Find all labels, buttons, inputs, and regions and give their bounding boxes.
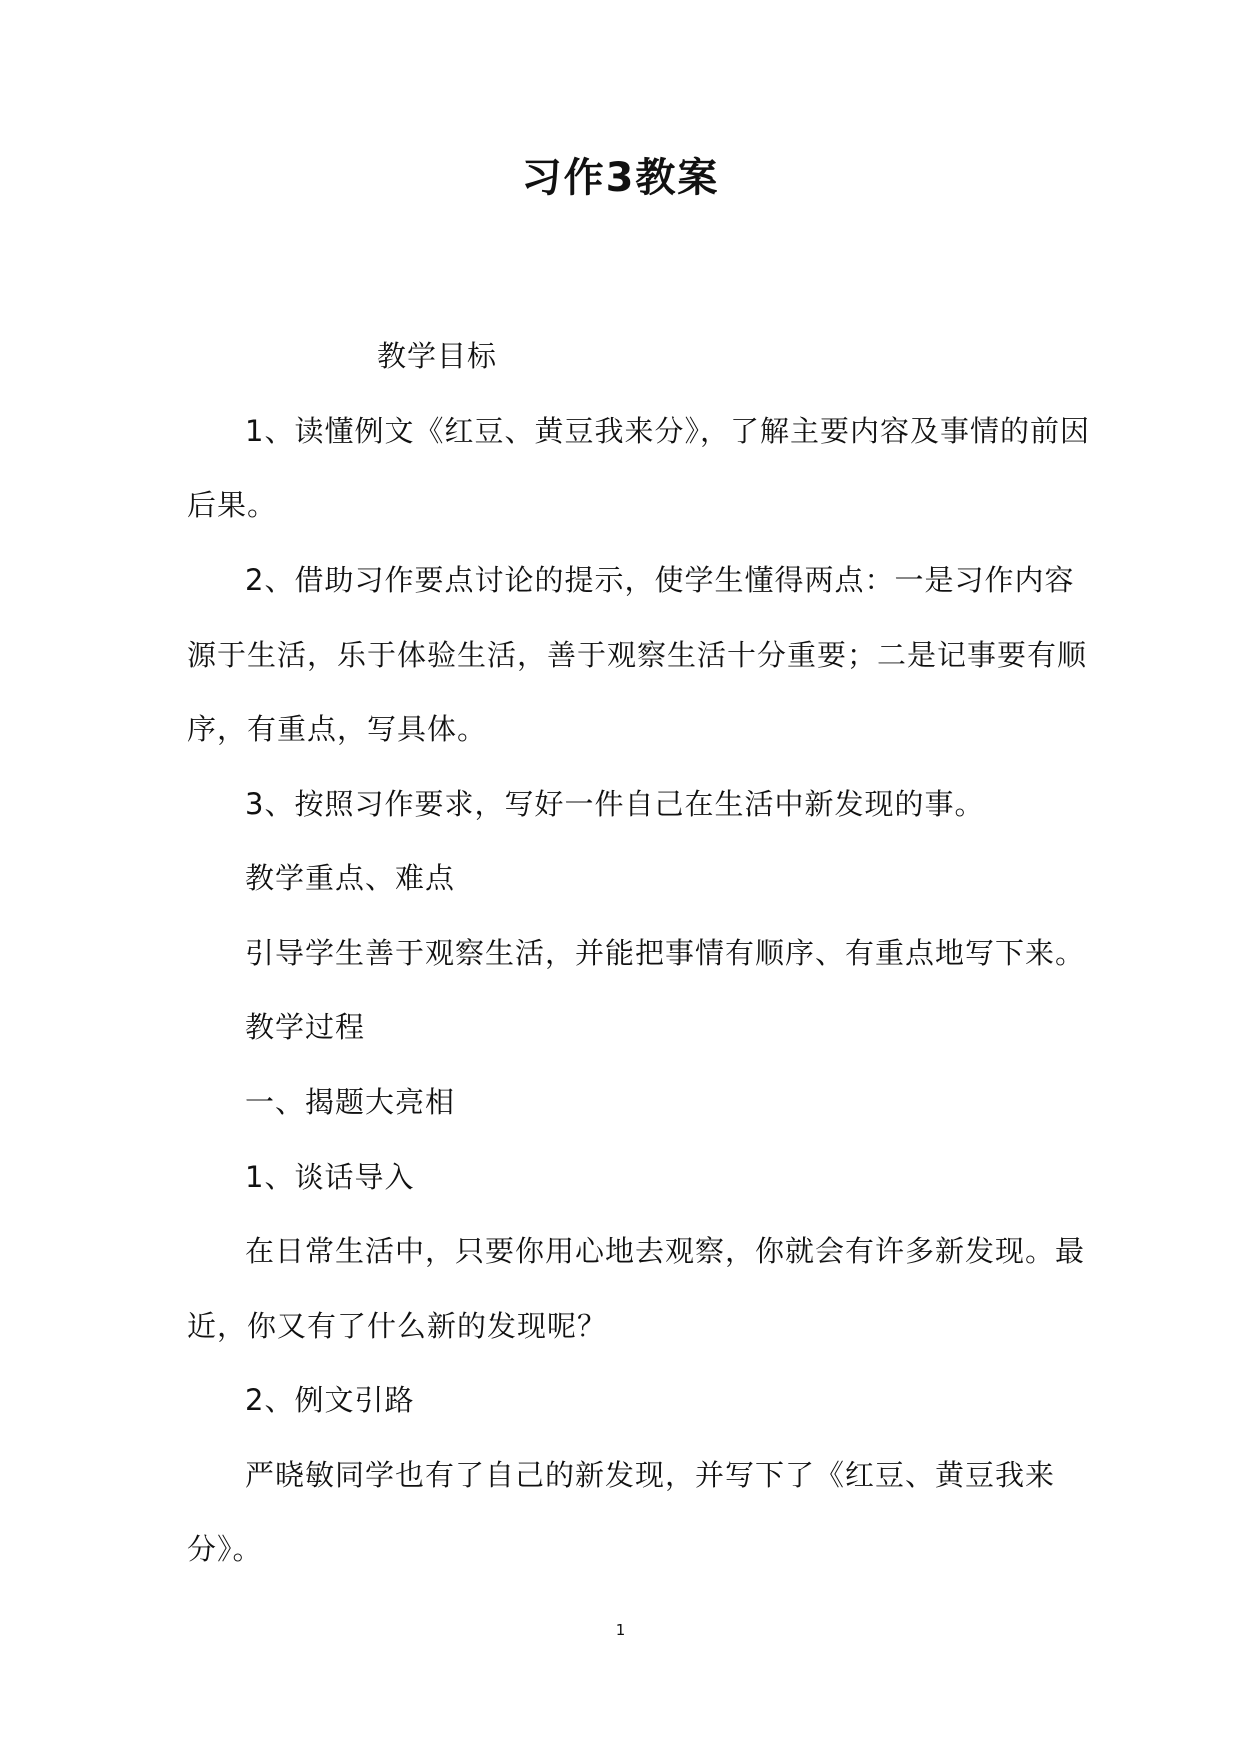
subsection-heading: 一、揭题大亮相 bbox=[245, 1085, 456, 1119]
section-heading-process: 教学过程 bbox=[245, 1010, 366, 1044]
paragraph-line: 分》。 bbox=[187, 1532, 263, 1566]
paragraph-line: 3、按照习作要求，写好一件自己在生活中新发现的事。 bbox=[245, 787, 985, 821]
paragraph-line: 2、借助习作要点讨论的提示，使学生懂得两点：一是习作内容 bbox=[245, 563, 1075, 597]
paragraph-line: 序，有重点，写具体。 bbox=[187, 712, 488, 746]
paragraph-line: 严晓敏同学也有了自己的新发现，并写下了《红豆、黄豆我来 bbox=[245, 1458, 1056, 1492]
paragraph-line: 源于生活，乐于体验生活，善于观察生活十分重要；二是记事要有顺 bbox=[187, 638, 1088, 672]
subsection-heading: 2、例文引路 bbox=[245, 1383, 415, 1417]
paragraph-line: 近，你又有了什么新的发现呢？ bbox=[187, 1309, 608, 1343]
page-number: 1 bbox=[615, 1621, 626, 1639]
paragraph-line: 引导学生善于观察生活，并能把事情有顺序、有重点地写下来。 bbox=[245, 936, 1086, 970]
section-heading-objectives: 教学目标 bbox=[377, 339, 498, 373]
paragraph-line: 后果。 bbox=[187, 488, 278, 522]
paragraph-line: 在日常生活中，只要你用心地去观察，你就会有许多新发现。最 bbox=[245, 1234, 1086, 1268]
subsection-heading: 1、谈话导入 bbox=[245, 1160, 415, 1194]
section-heading-key-points: 教学重点、难点 bbox=[245, 861, 456, 895]
paragraph-line: 1、读懂例文《红豆、黄豆我来分》，了解主要内容及事情的前因 bbox=[245, 414, 1090, 448]
document-title: 习作3教案 bbox=[521, 155, 720, 201]
